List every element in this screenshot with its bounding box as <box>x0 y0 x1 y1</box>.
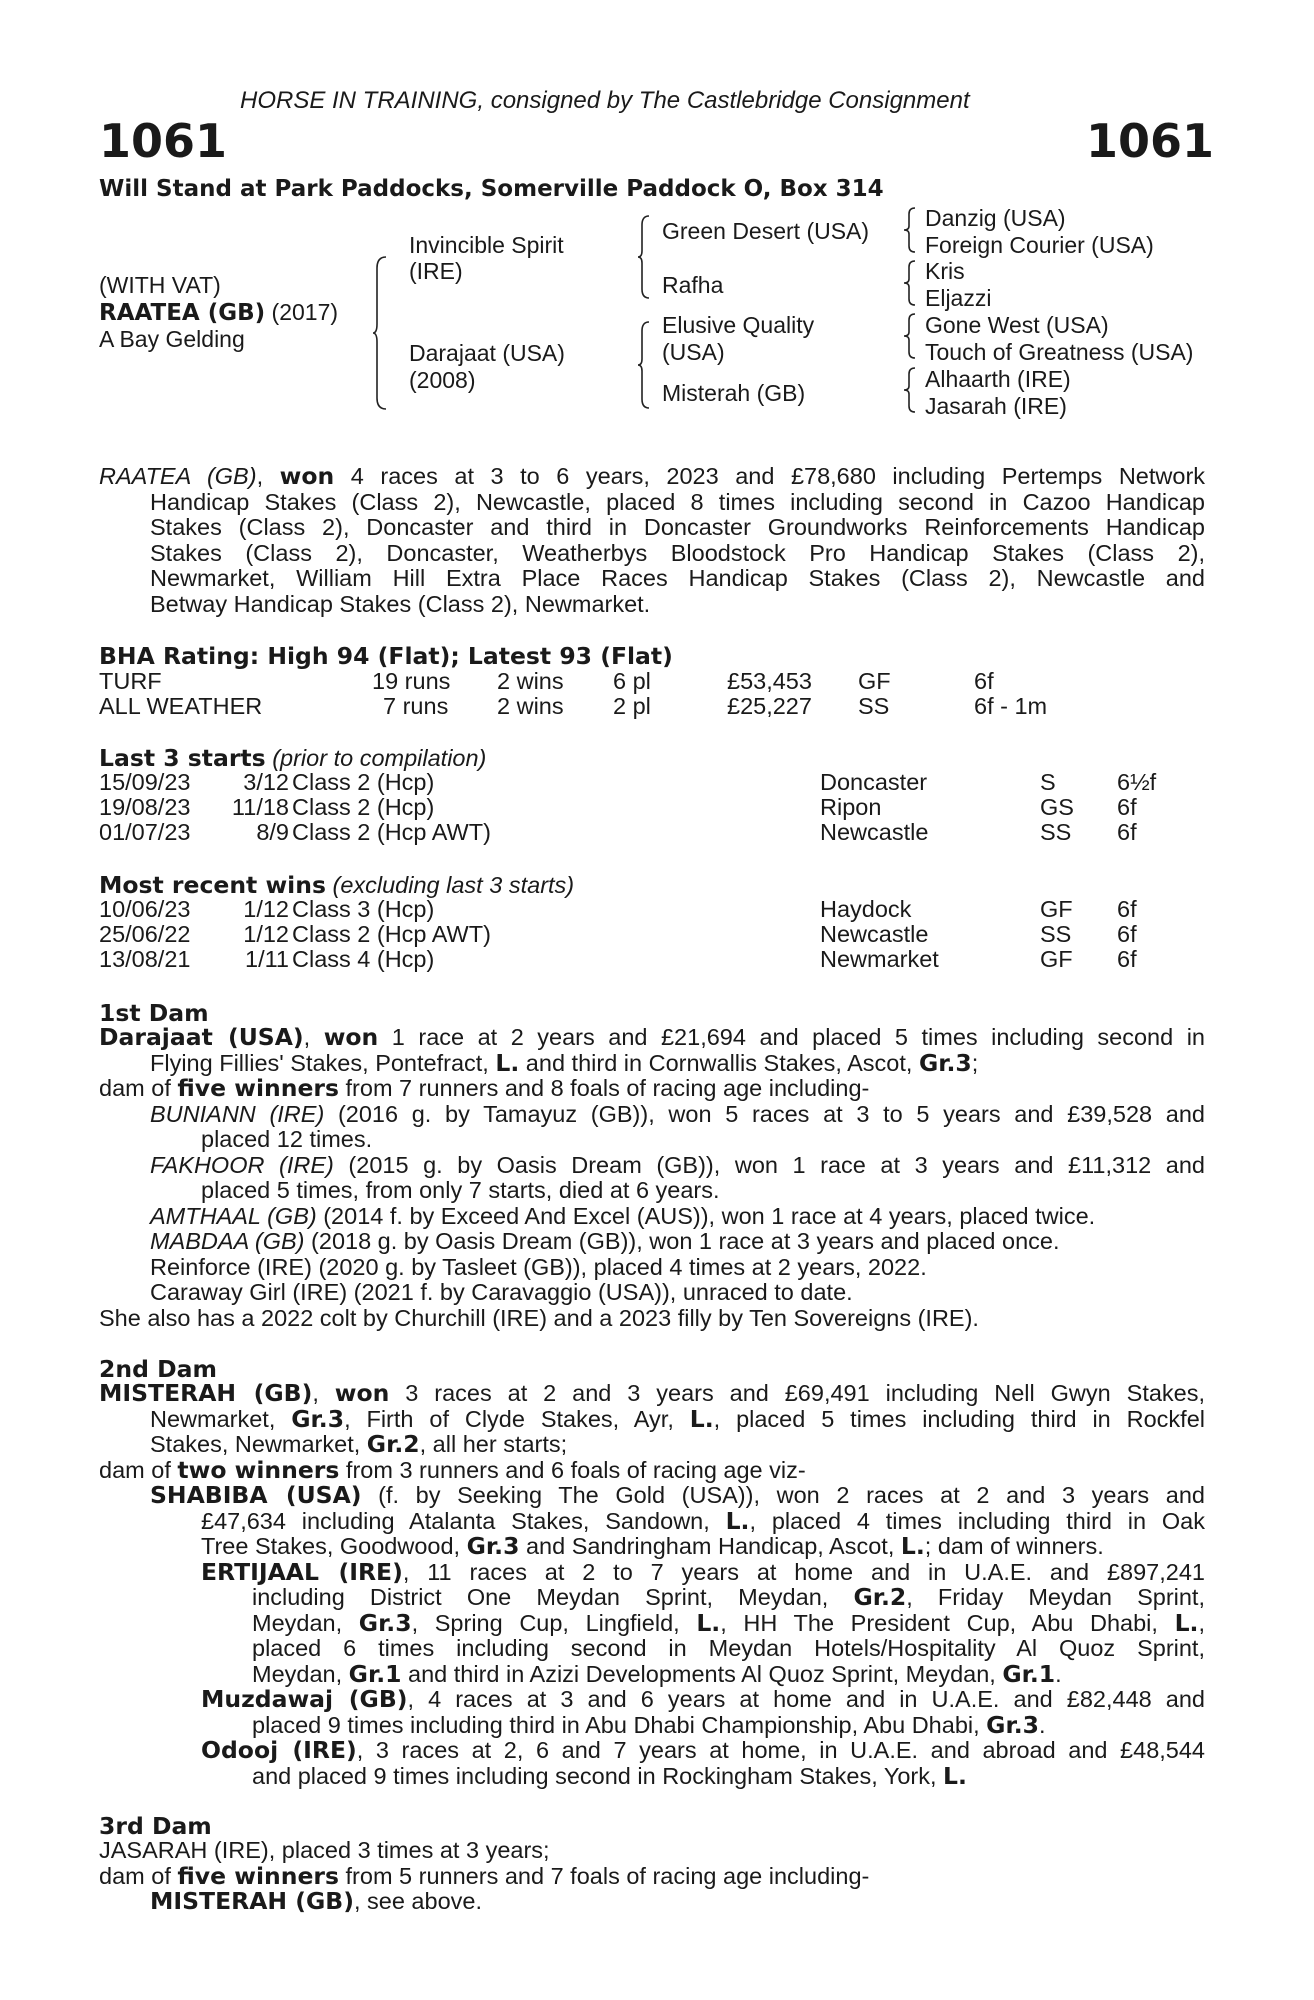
dam-sire-name: Elusive Quality <box>662 312 815 338</box>
won-label: won <box>323 1023 379 1051</box>
ggs-5: Gone West (USA) <box>925 312 1109 338</box>
offspring-detail: , placed 4 times including third in Oak <box>749 1507 1205 1534</box>
dam2-text: , all her starts; <box>419 1431 568 1457</box>
lot-number-left: 1061 <box>99 114 228 168</box>
grade-listed: L. <box>495 1048 520 1077</box>
summary-line: 4 races at 3 to 6 years, 2023 and £78,680 including Pertemps Network <box>334 463 1206 489</box>
bha-wins: 2 wins <box>497 668 564 694</box>
consignment-caption: HORSE IN TRAINING, consigned by The Castlebridge Consignment <box>240 87 970 114</box>
race-position: 1/11 <box>245 946 289 972</box>
sire-origin: (IRE) <box>409 258 463 284</box>
race-going: GF <box>1040 946 1073 972</box>
summary-line: Stakes (Class 2), Doncaster, Weatherbys Bloodstock Pro Handicap Stakes (Class 2), <box>150 539 1205 566</box>
dam2-text: , Firth of Clyde Stakes, Ayr, <box>344 1405 690 1432</box>
race-course: Newcastle <box>820 819 929 845</box>
offspring-detail: Meydan, <box>252 1660 349 1687</box>
won-label: won <box>279 462 335 490</box>
race-position: 1/12 <box>243 921 289 947</box>
ggs-2: Foreign Courier (USA) <box>925 232 1154 258</box>
grade-listed: L. <box>943 1761 967 1790</box>
offspring-name: SHABIBA (USA) <box>150 1481 362 1509</box>
ds-bracket <box>903 313 917 359</box>
grade-label: Gr.3 <box>466 1532 520 1560</box>
grade-listed: L. <box>725 1506 750 1535</box>
offspring-detail: , 11 races at 2 to 7 years at home and in U.A.E. and £897,241 <box>402 1558 1205 1585</box>
race-distance: 6f <box>1117 794 1137 820</box>
ggs-1: Danzig (USA) <box>925 205 1066 231</box>
grand-offspring-name: Muzdawaj (GB) <box>201 1685 408 1713</box>
race-date: 01/07/23 <box>99 819 191 845</box>
ggs-8: Jasarah (IRE) <box>925 393 1067 419</box>
race-course: Haydock <box>820 896 912 922</box>
grade-listed: L. <box>696 1608 721 1637</box>
dam2-text: , placed 5 times including third in Rockfel <box>713 1405 1205 1432</box>
race-class: Class 2 (Hcp) <box>292 769 435 795</box>
bha-prize: £25,227 <box>727 693 812 719</box>
offspring-detail: and placed 9 times including second in Rockingham Stakes, York, <box>252 1762 944 1789</box>
bha-going: GF <box>858 668 891 694</box>
bha-distance: 6f - 1m <box>974 693 1048 719</box>
offspring-detail: . <box>1038 1711 1046 1738</box>
horse-description: A Bay Gelding <box>99 326 245 352</box>
race-summary: RAATEA (GB), won 4 races at 3 to 6 years, 2023 and £78,680 including Pertemps Network Handicap Stakes (Class 2), Newcastle, placed 8 times including second in Cazoo Handicap Stakes (Class 2), Doncaster and third in Doncaster Groundworks Reinforcements Handicap Stakes (Class 2), Doncaster, Weatherbys Bloodstock Pro Handicap Stakes (Class 2), Newmarket, William Hill Extra Place Races Handicap Stakes (Class 2), Newcastle and Betway Handicap Stakes (Class 2), Newmarket. <box>99 462 1206 617</box>
grade-label: Gr.1 <box>1002 1659 1056 1688</box>
race-distance: 6½f <box>1117 769 1157 795</box>
dam3-text: , see above. <box>353 1888 482 1914</box>
offspring-detail: placed 6 times including second in Meydan Hotels/Hospitality Al Quoz Sprint, <box>252 1635 1205 1661</box>
race-class: Class 3 (Hcp) <box>292 896 435 922</box>
offspring-name: AMTHAAL (GB) <box>150 1202 317 1229</box>
dam-line-bracket <box>637 321 651 409</box>
bha-surface: ALL WEATHER <box>99 693 263 719</box>
offspring-detail: (2018 g. by Oasis Dream (GB)), won 1 race at 3 years and placed once. <box>304 1228 1060 1254</box>
dam2-text: Stakes, Newmarket, <box>150 1431 367 1457</box>
dam1-text: dam of <box>99 1075 178 1101</box>
race-position: 11/18 <box>231 794 289 820</box>
dam-sire-origin: (USA) <box>662 339 725 365</box>
summary-line: Newmarket, William Hill Extra Place Races Handicap Stakes (Class 2), Newcastle and <box>150 565 1205 591</box>
dam2-line: 3 races at 2 and 3 years and £69,491 including Nell Gwyn Stakes, <box>389 1380 1206 1406</box>
recent-note: (excluding last 3 starts) <box>325 872 575 898</box>
race-position: 3/12 <box>243 769 289 795</box>
summary-line: Stakes (Class 2), Doncaster and third in Doncaster Groundworks Reinforcements Handicap <box>150 514 1205 540</box>
dam-year: (2008) <box>409 367 476 393</box>
race-position: 8/9 <box>256 819 289 845</box>
ggs-7: Alhaarth (IRE) <box>925 366 1071 392</box>
dd-bracket <box>903 367 917 413</box>
race-distance: 6f <box>1117 896 1137 922</box>
bha-runs: 19 runs <box>372 668 451 694</box>
last3-heading <box>99 744 486 772</box>
winners-count: five winners <box>177 1074 339 1102</box>
race-date: 10/06/23 <box>99 896 191 922</box>
grade-label: Gr.1 <box>348 1659 402 1688</box>
race-going: S <box>1040 769 1056 795</box>
race-going: SS <box>1040 921 1072 947</box>
offspring-detail: Caraway Girl (IRE) (2021 f. by Caravaggio (USA)), unraced to date. <box>150 1279 853 1305</box>
dam-name: Darajaat (USA) <box>409 340 565 366</box>
dam1-text: from 7 runners and 8 foals of racing age including- <box>338 1075 870 1101</box>
grade-label: Gr.3 <box>358 1608 412 1637</box>
race-course: Newcastle <box>820 921 929 947</box>
sire-line-bracket <box>637 215 651 299</box>
offspring-detail: placed 5 times, from only 7 starts, died at 6 years. <box>201 1177 720 1203</box>
summary-horse-name: RAATEA (GB) <box>99 463 257 489</box>
offspring-detail: ; dam of winners. <box>924 1533 1104 1559</box>
bha-placed: 6 pl <box>613 668 651 694</box>
ggs-6: Touch of Greatness (USA) <box>925 339 1194 365</box>
race-class: Class 2 (Hcp AWT) <box>292 921 491 947</box>
offspring-detail: (f. by Seeking The Gold (USA)), won 2 races at 2 and 3 years and <box>361 1482 1205 1508</box>
offspring-detail: , 3 races at 2, 6 and 7 years at home, in U.A.E. and abroad and £48,544 <box>356 1737 1205 1763</box>
grade-listed: L. <box>689 1404 714 1433</box>
ss-bracket <box>903 207 917 253</box>
grade-label: Gr.2 <box>853 1583 907 1611</box>
dam1-name: Darajaat (USA) <box>99 1023 304 1051</box>
dam1-heading: 1st Dam <box>99 999 209 1027</box>
ggs-4: Eljazzi <box>925 285 992 311</box>
offspring-detail: Reinforce (IRE) (2020 g. by Tasleet (GB)), placed 4 times at 2 years, 2022. <box>150 1253 927 1280</box>
winners-count: two winners <box>177 1455 340 1484</box>
grade-label: Gr.3 <box>291 1404 345 1433</box>
race-date: 15/09/23 <box>99 769 191 795</box>
race-going: GF <box>1040 896 1073 922</box>
sire-sire: Green Desert (USA) <box>662 218 870 244</box>
offspring-name: MISTERAH (GB) <box>150 1887 354 1915</box>
race-class: Class 4 (Hcp) <box>292 946 435 972</box>
grade-label: Gr.2 <box>366 1430 420 1458</box>
offspring-detail: including District One Meydan Sprint, Meydan, <box>252 1584 854 1610</box>
race-course: Doncaster <box>820 769 928 795</box>
sire-dam: Rafha <box>662 272 724 298</box>
stand-location: Will Stand at Park Paddocks, Somerville Paddock O, Box 314 <box>99 176 884 202</box>
dam2-section: MISTERAH (GB), won 3 races at 2 and 3 years and £69,491 including Nell Gwyn Stakes, Newmarket, Gr.3, Firth of Clyde Stakes, Ayr, L., placed 5 times including third in Rockfel Stakes, Newmarket, Gr.2, all her starts; dam of two winners from 3 runners and 6 foals of racing age viz- SHABIBA (USA) (f. by Seeking The Gold (USA)), won 2 races at 2 and 3 years and £47,634 including Atalanta Stakes, Sandown, L., placed 4 times including third in Oak Tree Stakes, Goodwood, Gr.3 and Sandringham Handicap, Ascot, L.; dam of winners. ERTIJAAL (IRE), 11 races at 2 to 7 years at home and in U.A.E. and £897,241 including District One Meydan Sprint, Meydan, Gr.2, Friday Meydan Sprint, Meydan, Gr.3, Spring Cup, Lingfield, L., HH The President Cup, Abu Dhabi, L., placed 6 times including second in Meydan Hotels/Hospitality Al Quoz Sprint, Meydan, Gr.1 and third in Azizi Developments Al Quoz Sprint, Meydan, Gr.1. Muzdawaj (GB), 4 races at 3 and 6 years at home and in U.A.E. and £82,448 and placed 9 times including third in Abu Dhabi Championship, Abu Dhabi, Gr.3. Odooj (IRE), 3 races at 2, 6 and 7 years at home, in U.A.E. and abroad and £48,544 and placed 9 times including second in Rockingham Stakes, York, L. <box>99 1379 1206 1790</box>
race-distance: 6f <box>1117 921 1137 947</box>
offspring-detail: . <box>1055 1660 1062 1687</box>
dam1-section: Darajaat (USA), won 1 race at 2 years and £21,694 and placed 5 times including second in Flying Fillies' Stakes, Pontefract, L. and third in Cornwallis Stakes, Ascot, Gr.3; dam of five winners from 7 runners and 8 foals of racing age including- BUNIANN (IRE) (2016 g. by Tamayuz (GB)), won 5 races at 3 to 5 years and £39,528 and placed 12 times. FAKHOOR (IRE) (2015 g. by Oasis Dream (GB)), won 1 race at 3 years and £11,312 and placed 5 times, from only 7 starts, died at 6 years. AMTHAAL (GB) (2014 f. by Exceed And Excel (AUS)), won 1 race at 4 years, placed twice. MABDAA (GB) (2018 g. by Oasis Dream (GB)), won 1 race at 3 years and placed once. Reinforce (IRE) (2020 g. by Tasleet (GB)), placed 4 times at 2 years, 2022. Caraway Girl (IRE) (2021 f. by Caravaggio (USA)), unraced to date. She also has a 2022 colt by Churchill (IRE) and a 2023 filly by Ten Sovereigns (IRE). <box>99 1023 1205 1331</box>
lot-number-right: 1061 <box>1086 114 1215 168</box>
dam1-text: Flying Fillies' Stakes, Pontefract, <box>150 1049 496 1076</box>
race-date: 25/06/22 <box>99 921 191 947</box>
race-course: Newmarket <box>820 946 939 972</box>
last3-note: (prior to compilation) <box>265 745 487 771</box>
offspring-detail: , Friday Meydan Sprint, <box>906 1584 1205 1610</box>
offspring-detail: placed 9 times including third in Abu Dhabi Championship, Abu Dhabi, <box>252 1711 987 1738</box>
race-date: 13/08/21 <box>99 946 191 972</box>
dam3-heading: 3rd Dam <box>99 1812 212 1840</box>
dam2-text: dam of <box>99 1456 178 1483</box>
dam3-section <box>99 1838 1205 1915</box>
offspring-detail: placed 12 times. <box>201 1126 373 1152</box>
recent-heading <box>99 871 574 899</box>
dam1-text: ; <box>971 1049 979 1076</box>
dam3-text: dam of <box>99 1862 178 1889</box>
bha-going: SS <box>858 693 890 719</box>
vat-note: (WITH VAT) <box>99 272 221 298</box>
last3-title: Last 3 starts <box>99 744 266 772</box>
dam-dam: Misterah (GB) <box>662 380 806 406</box>
dam1-text: and third in Cornwallis Stakes, Ascot, <box>519 1049 919 1076</box>
race-class: Class 2 (Hcp AWT) <box>292 819 491 845</box>
race-position: 1/12 <box>243 896 289 922</box>
dam2-heading: 2nd Dam <box>99 1355 217 1383</box>
offspring-detail: , 4 races at 3 and 6 years at home and in U.A.E. and £82,448 and <box>407 1686 1205 1712</box>
offspring-name: MABDAA (GB) <box>150 1228 305 1254</box>
bha-placed: 2 pl <box>613 693 651 719</box>
offspring-detail: Tree Stakes, Goodwood, <box>201 1533 467 1559</box>
dam3-line: JASARAH (IRE), placed 3 times at 3 years; <box>99 1837 550 1863</box>
bha-surface: TURF <box>99 668 162 694</box>
horse-year: (2017) <box>265 299 339 325</box>
summary-line: Betway Handicap Stakes (Class 2), Newmarket. <box>150 590 651 617</box>
offspring-detail: (2015 g. by Oasis Dream (GB)), won 1 race at 3 years and £11,312 and <box>333 1151 1205 1178</box>
bha-wins: 2 wins <box>497 693 564 719</box>
offspring-detail: and Sandringham Handicap, Ascot, <box>519 1533 901 1559</box>
offspring-name: BUNIANN (IRE) <box>150 1100 325 1127</box>
grand-offspring-name: Odooj (IRE) <box>201 1736 357 1764</box>
offspring-detail: Meydan, <box>252 1609 359 1636</box>
race-distance: 6f <box>1117 946 1137 972</box>
recent-title: Most recent wins <box>99 871 326 899</box>
dam1-also: She also has a 2022 colt by Churchill (IRE) and a 2023 filly by Ten Sovereigns (IRE). <box>99 1304 979 1331</box>
horse-name: RAATEA (GB) <box>99 300 266 326</box>
offspring-detail: £47,634 including Atalanta Stakes, Sandown, <box>201 1507 726 1534</box>
offspring-detail: (2016 g. by Tamayuz (GB)), won 5 races at 3 to 5 years and £39,528 and <box>324 1100 1205 1127</box>
bha-runs: 7 runs <box>383 693 449 719</box>
race-course: Ripon <box>820 794 882 820</box>
winners-count: five winners <box>177 1861 339 1890</box>
sire-dam-bracket <box>372 256 388 410</box>
ggs-3: Kris <box>925 258 965 284</box>
race-going: SS <box>1040 819 1072 845</box>
offspring-detail: and third in Azizi Developments Al Quoz Sprint, Meydan, <box>401 1660 1003 1687</box>
offspring-detail: , <box>1198 1609 1206 1636</box>
dam1-line: 1 race at 2 years and £21,694 and placed 5 times including second in <box>378 1024 1205 1050</box>
race-class: Class 2 (Hcp) <box>292 794 435 820</box>
race-date: 19/08/23 <box>99 794 191 820</box>
offspring-detail: (2014 f. by Exceed And Excel (AUS)), won 1 race at 4 years, placed twice. <box>316 1202 1096 1229</box>
sire-name: Invincible Spirit <box>409 232 564 258</box>
bha-distance: 6f <box>974 668 994 694</box>
dam2-name: MISTERAH (GB) <box>99 1379 313 1407</box>
dam3-text: from 5 runners and 7 foals of racing age including- <box>338 1862 870 1889</box>
summary-line: Handicap Stakes (Class 2), Newcastle, placed 8 times including second in Cazoo Handicap <box>150 488 1205 515</box>
won-label: won <box>334 1379 390 1407</box>
grade-listed: L. <box>1174 1608 1199 1637</box>
dam2-text: Newmarket, <box>150 1405 292 1432</box>
offspring-detail: , Spring Cup, Lingfield, <box>411 1609 697 1636</box>
race-going: GS <box>1040 794 1074 820</box>
race-distance: 6f <box>1117 819 1137 845</box>
sd-bracket <box>903 260 917 306</box>
grade-label: Gr.3 <box>986 1710 1039 1739</box>
grade-listed: L. <box>900 1532 925 1560</box>
offspring-name: FAKHOOR (IRE) <box>150 1151 334 1178</box>
bha-heading: BHA Rating: High 94 (Flat); Latest 93 (Flat) <box>99 642 673 670</box>
grand-offspring-name: ERTIJAAL (IRE) <box>201 1557 403 1586</box>
horse-title <box>99 300 338 326</box>
dam2-text: from 3 runners and 6 foals of racing age viz- <box>339 1456 806 1483</box>
offspring-detail: , HH The President Cup, Abu Dhabi, <box>720 1609 1175 1636</box>
grade-label: Gr.3 <box>918 1048 972 1077</box>
bha-prize: £53,453 <box>727 668 812 694</box>
